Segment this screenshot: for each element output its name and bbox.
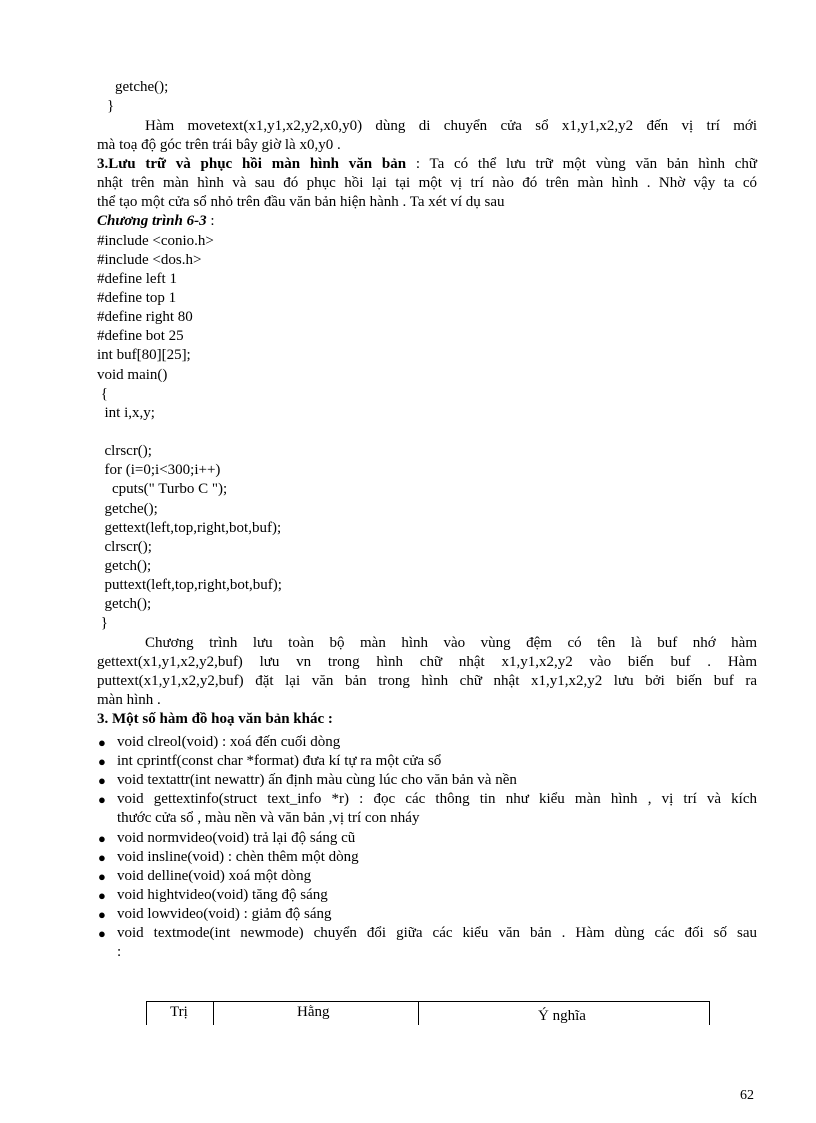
paragraph-line: nhật trên màn hình và sau đó phục hồi lại tại một vị trí nào đó trên màn hình . Nhờ vậy ta có (97, 175, 757, 191)
code-line: getch(); (97, 558, 152, 574)
section-heading-rest: : Ta có thể lưu trữ một vùng văn bản hình chữ (406, 156, 757, 172)
paragraph-line: puttext(x1,y1,x2,y2,buf) đặt lại văn bản trong hình chữ nhật x1,y1,x2,y2 lưu bởi biến buf ra (97, 673, 757, 689)
code-line: int buf[80][25]; (97, 347, 191, 363)
list-item: void delline(void) xoá một dòng (117, 868, 312, 884)
table-header-cell: Trị (170, 1004, 188, 1020)
section-heading-line (97, 710, 333, 729)
table-border (213, 1001, 214, 1025)
table-border (146, 1001, 147, 1025)
bullet-icon: ● (98, 754, 106, 769)
section-heading: 3.Lưu trữ và phục hồi màn hình văn bản (97, 156, 407, 172)
list-item-continuation: : (117, 944, 122, 960)
list-item: void insline(void) : chèn thêm một dòng (117, 849, 359, 865)
bullet-icon: ● (98, 773, 106, 788)
bullet-icon: ● (98, 735, 106, 750)
list-item: void textattr(int newattr) ấn định màu cùng lúc cho văn bản và nền (117, 772, 517, 788)
table-header-cell: Ý nghĩa (538, 1008, 586, 1024)
bullet-icon: ● (98, 926, 106, 941)
code-line: #define right 80 (97, 309, 193, 325)
bullet-icon: ● (98, 792, 106, 807)
bullet-icon: ● (98, 869, 106, 884)
paragraph-line: Chương trình lưu toàn bộ màn hình vào vùng đệm có tên là buf nhớ hàm (145, 635, 757, 651)
code-line: void main() (97, 367, 168, 383)
list-item: void hightvideo(void) tăng độ sáng (117, 887, 328, 903)
code-line: gettext(left,top,right,bot,buf); (97, 520, 282, 536)
code-line: #define top 1 (97, 290, 177, 306)
list-item-continuation: thước cửa sổ , màu nền và văn bản ,vị trí con nháy (117, 810, 420, 826)
paragraph-line: mà toạ độ góc trên trái bây giờ là x0,y0 . (97, 137, 341, 153)
bullet-icon: ● (98, 831, 106, 846)
code-line: int i,x,y; (97, 405, 155, 421)
section-heading-colon: : (324, 711, 333, 727)
code-line: #include <conio.h> (97, 233, 214, 249)
code-line: getche(); (97, 501, 158, 517)
program-title-colon: : (206, 213, 215, 229)
code-line: getche(); (115, 79, 169, 95)
list-item: void clreol(void) : xoá đến cuối dòng (117, 734, 341, 750)
paragraph-line: màn hình . (97, 692, 161, 708)
section-heading-line (97, 155, 757, 174)
code-line: clrscr(); (97, 443, 152, 459)
bullet-icon: ● (98, 907, 106, 922)
list-item: int cprintf(const char *format) đưa kí tự ra một cửa sổ (117, 753, 442, 769)
code-line: clrscr(); (97, 539, 152, 555)
paragraph-line: gettext(x1,y1,x2,y2,buf) lưu vn trong hình chữ nhật x1,y1,x2,y2 vào biến buf . Hàm (97, 654, 757, 670)
list-item: void gettextinfo(struct text_info *r) : đọc các thông tin như kiểu màn hình , vị trí và kích (117, 791, 757, 807)
list-item: void normvideo(void) trả lại độ sáng cũ (117, 830, 356, 846)
code-line: #define bot 25 (97, 328, 184, 344)
table-header-cell: Hằng (297, 1004, 330, 1020)
section-heading: 3. Một số hàm đồ hoạ văn bản khác (97, 711, 325, 727)
paragraph-line: thể tạo một cửa sổ nhỏ trên đầu văn bản hiện hành . Ta xét ví dụ sau (97, 194, 505, 210)
code-line: #include <dos.h> (97, 252, 202, 268)
code-line: getch(); (97, 596, 152, 612)
list-item: void lowvideo(void) : giảm độ sáng (117, 906, 332, 922)
paragraph-line: Hàm movetext(x1,y1,x2,y2,x0,y0) dùng di chuyển cửa sổ x1,y1,x2,y2 đến vị trí mới (145, 118, 757, 134)
bullet-icon: ● (98, 850, 106, 865)
code-line: puttext(left,top,right,bot,buf); (97, 577, 282, 593)
program-title: Chương trình 6-3 (97, 213, 207, 229)
program-title-line (97, 212, 215, 231)
code-line: #define left 1 (97, 271, 177, 287)
list-item: void textmode(int newmode) chuyển đổi giữa các kiểu văn bản . Hàm dùng các đối số sau (117, 925, 757, 941)
code-line: for (i=0;i<300;i++) (97, 462, 221, 478)
table-border (418, 1001, 419, 1025)
code-line: { (97, 386, 108, 402)
code-line: } (97, 615, 108, 631)
table-border (709, 1001, 710, 1025)
page-number: 62 (740, 1088, 754, 1103)
bullet-icon: ● (98, 888, 106, 903)
table-top-border (146, 1001, 710, 1002)
code-line: } (107, 98, 115, 114)
code-line: cputs(" Turbo C "); (97, 481, 228, 497)
